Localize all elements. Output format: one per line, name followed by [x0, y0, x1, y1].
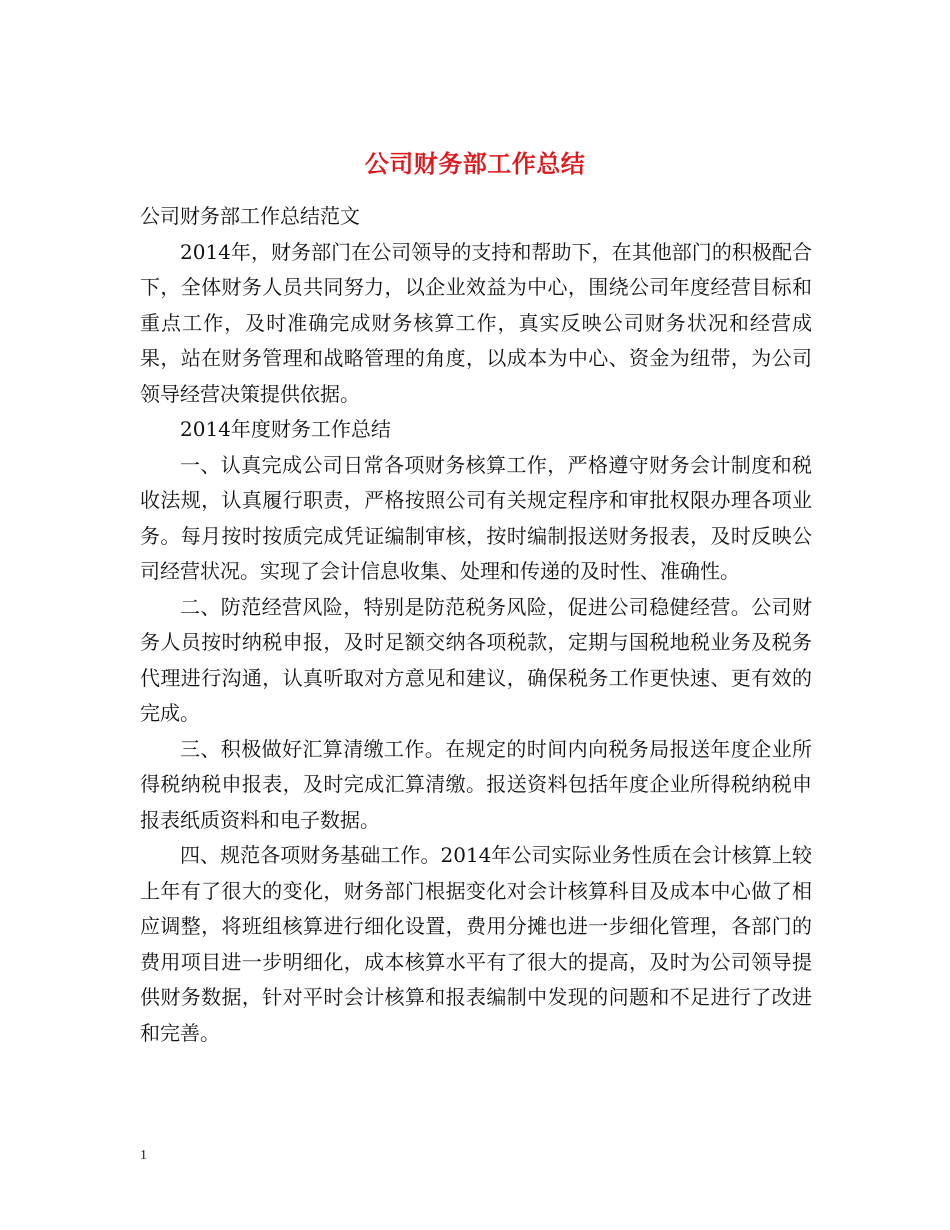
document-body	[140, 199, 812, 1051]
section-heading: 2014年度财务工作总结	[180, 417, 391, 441]
paragraph-item-2: 二、防范经营风险，特别是防范税务风险，促进公司稳健经营。公司财务人员按时纳税申报，及时足额交纳各项税款，定期与国税地税业务及税务代理进行沟通，认真听取对方意见和建议，确保税务工作更快速、更有效的完成。	[140, 594, 812, 725]
document-subtitle: 公司财务部工作总结范文	[140, 204, 360, 228]
paragraph-item-4: 四、规范各项财务基础工作。2014年公司实际业务性质在会计核算上较上年有了很大的变化，财务部门根据变化对会计核算科目及成本中心做了相应调整，将班组核算进行细化设置，费用分摊也进一步细化管理，各部门的费用项目进一步明细化，成本核算水平有了很大的提高，及时为公司领导提供财务数据，针对平时会计核算和报表编制中发现的问题和不足进行了改进和完善。	[140, 843, 812, 1045]
paragraph-item-1: 一、认真完成公司日常各项财务核算工作，严格遵守财务会计制度和税收法规，认真履行职责，严格按照公司有关规定程序和审批权限办理各项业务。每月按时按质完成凭证编制审核，按时编制报送财务报表，及时反映公司经营状况。实现了会计信息收集、处理和传递的及时性、准确性。	[140, 452, 812, 583]
paragraph-item-3: 三、积极做好汇算清缴工作。在规定的时间内向税务局报送年度企业所得税纳税申报表，及时完成汇算清缴。报送资料包括年度企业所得税纳税申报表纸质资料和电子数据。	[140, 736, 812, 832]
page-number: 1	[140, 1148, 147, 1163]
paragraph-intro: 2014年，财务部门在公司领导的支持和帮助下，在其他部门的积极配合下，全体财务人员共同努力，以企业效益为中心，围绕公司年度经营目标和重点工作，及时准确完成财务核算工作，真实反映公司财务状况和经营成果，站在财务管理和战略管理的角度，以成本为中心、资金为纽带，为公司领导经营决策提供依据。	[140, 239, 812, 406]
document-title: 公司财务部工作总结	[364, 149, 586, 179]
